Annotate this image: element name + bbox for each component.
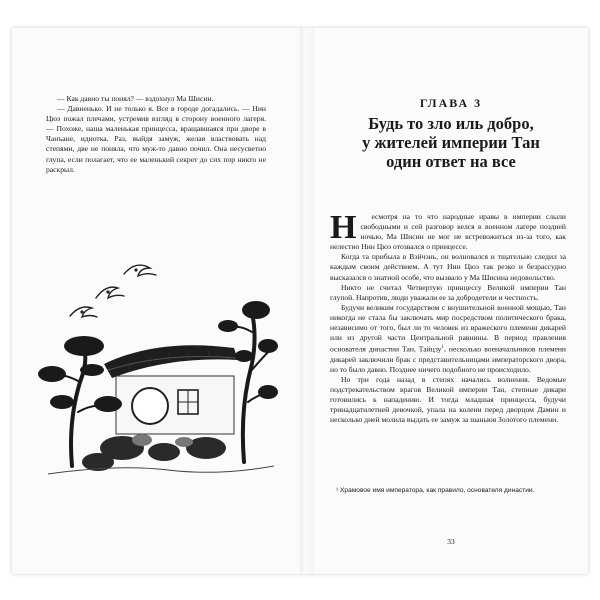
paragraph: Но три года назад в степях начались волнения. Ведомые подстрекательством врагов Великой империи Тан, степные дикари готовились к нападению. И тогда младшая принцесса, будучи тринадцатилетней девочкой, упала на колени перед дворцом Дамин и несколько дней молила выдать ее замуж за шаньюя Золотого племени. [330,375,566,425]
paragraph: — Давненько. И не только я. Все в городе догадались. — Нин Цюэ пожал плечами, устремив взгляд в сторону военного лагеря. — Похоже, наша маленькая принцесса, вращавшаяся при дворе в Чанъане, идиотка. Раз, выйдя замуж, желая властвовать над степями, две не поняла, что муж-то давно почил. Она несусветно глупа, если полагает, что ее маленький секрет до сих пор никто не раскрыл. [46,104,266,174]
paragraph: — Как давно ты понял? — вздохнул Ма Шисин. [57,94,214,103]
paragraph-first [330,209,566,252]
paragraph: Никто не считал Четвертую принцессу Великой империи Тан глупой. Напротив, люди уважали ее за добродетели и честность. [330,282,566,302]
chapter-title-line: Будь то зло иль добро, [368,114,534,133]
right-page-text [330,209,566,426]
chapter-title-line: один ответ на все [386,152,516,171]
chapter-label: ГЛАВА 3 [419,96,483,110]
open-book [12,28,588,574]
left-page [12,28,300,574]
right-page [314,28,588,574]
book-spine [300,28,314,574]
chapter-title-line: у жителей империи Тан [362,133,540,152]
drop-cap: Н [330,209,357,246]
page-number: 33 [447,537,455,546]
footnote-ref: 1 [441,345,444,351]
left-page-text [46,94,266,175]
paragraph [330,303,566,375]
paragraph-text: , несколько военачальников племени дикарей заключили брак с представительницами императорского двора, но то было давно. Позднее ничего подобного не происходило. [330,344,566,374]
chapter-title [322,114,580,171]
ink-illustration-icon [38,252,278,484]
paragraph: Когда та прибыла в Вэйчэнь, он волновался и тщательно следил за каждым своим действием. А тут Нин Цюэ так резко и безрассудно высказался о знатной особе, что вызвало у Ма Шисина недовольство. [330,252,566,282]
paragraph-text: Будучи великим государством с внушительной военной мощью, Тан никогда не стала бы заключать мир посредством политического брака, независимо от того, был ли то человек из вражеского племени дикарей или из другой части Центральной равнины. В период правления основателя династии Тан, Тайцзу [330,302,566,354]
paragraph-first-text: есмотря на то что народные нравы в империи слыли свободными и сей разговор велся в военном лагере поздней ночью, Ма Шисин не мог не встревожиться из-за того, как нелестно Нин Цюэ отозвался о принцессе. [330,212,566,252]
footnote: ¹ Храмовое имя императора, как правило, основателя династии. [336,487,535,494]
